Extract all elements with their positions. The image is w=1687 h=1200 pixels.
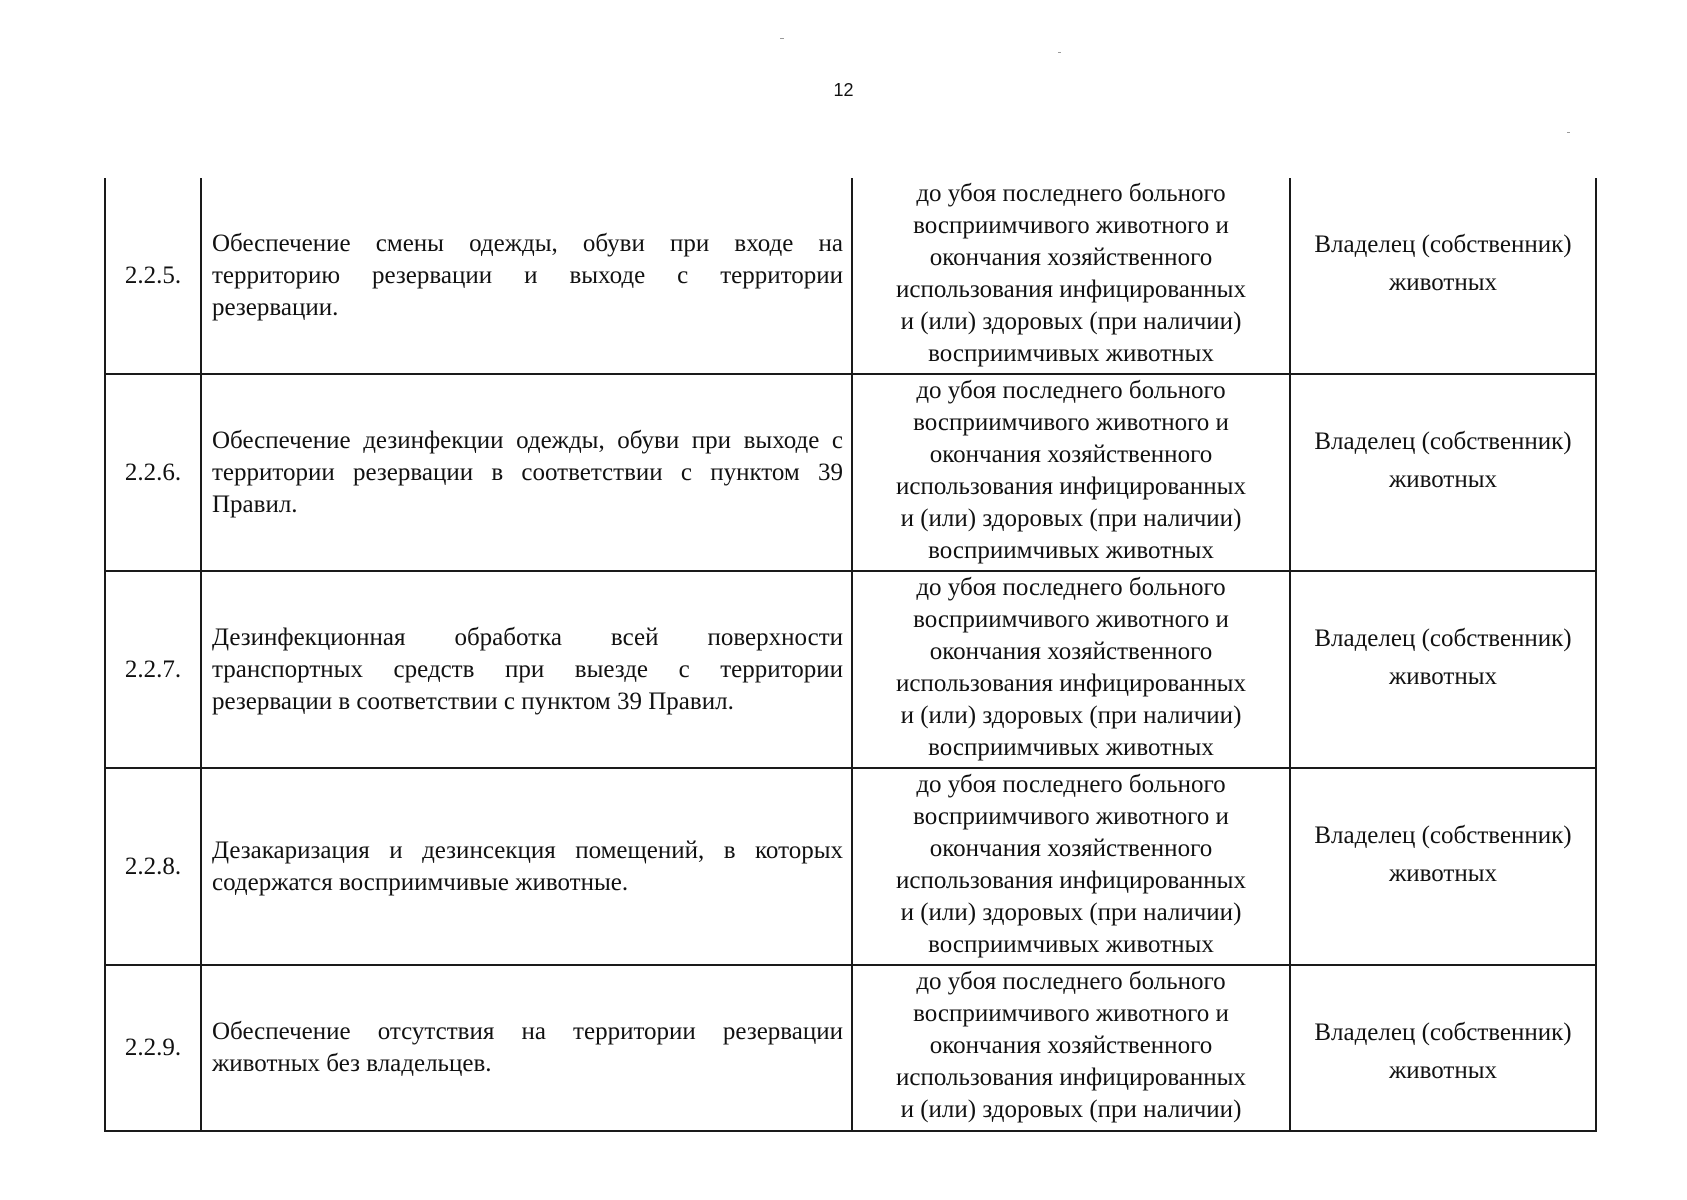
deadline-line: окончания хозяйственного: [929, 244, 1213, 271]
table-row: [105, 178, 1596, 374]
measure-deadline: [852, 374, 1290, 571]
measure-description: Обеспечение смены одежды, обуви при входе на территорию резервации и выходе с территории резервации.: [201, 178, 852, 374]
measure-responsible: [1290, 178, 1596, 374]
responsible-line: Владелец (собственник): [1314, 625, 1572, 652]
responsible-line: Владелец (собственник): [1314, 1019, 1572, 1046]
row-number: 2.2.7.: [105, 571, 201, 768]
responsible-line: животных: [1388, 269, 1498, 296]
deadline-line: и (или) здоровых (при наличии): [900, 308, 1242, 335]
deadline-line: и (или) здоровых (при наличии): [900, 1096, 1242, 1123]
measure-description: Обеспечение отсутствия на территории резервации животных без владельцев.: [201, 965, 852, 1131]
responsible-line: животных: [1388, 466, 1498, 493]
measure-deadline: [852, 178, 1290, 374]
measure-responsible: [1290, 571, 1596, 768]
deadline-line: до убоя последнего больного: [916, 180, 1226, 207]
responsible-line: Владелец (собственник): [1314, 231, 1572, 258]
row-number: 2.2.8.: [105, 768, 201, 965]
deadline-line: восприимчивого животного и: [913, 409, 1229, 436]
deadline-line: использования инфицированных: [896, 867, 1246, 894]
responsible-line: животных: [1388, 663, 1498, 690]
deadline-line: использования инфицированных: [896, 276, 1246, 303]
row-number: 2.2.9.: [105, 965, 201, 1131]
deadline-line: окончания хозяйственного: [929, 638, 1213, 665]
measure-description: Дезинфекционная обработка всей поверхности транспортных средств при выезде с территории резервации в соответствии с пунктом 39 Правил.: [201, 571, 852, 768]
deadline-line: восприимчивых животных: [928, 537, 1214, 564]
deadline-line: восприимчивых животных: [928, 340, 1214, 367]
deadline-line: до убоя последнего больного: [916, 377, 1226, 404]
deadline-line: и (или) здоровых (при наличии): [900, 505, 1242, 532]
measure-deadline: [852, 768, 1290, 965]
measure-deadline: [852, 965, 1290, 1131]
row-number: 2.2.5.: [105, 178, 201, 374]
table-row: [105, 768, 1596, 965]
deadline-line: использования инфицированных: [896, 1064, 1246, 1091]
measure-responsible: [1290, 374, 1596, 571]
responsible-line: животных: [1388, 1057, 1498, 1084]
scan-speck: [1058, 52, 1061, 53]
deadline-line: восприимчивого животного и: [913, 1000, 1229, 1027]
measure-responsible: [1290, 768, 1596, 965]
responsible-line: животных: [1388, 860, 1498, 887]
deadline-line: восприимчивых животных: [928, 734, 1214, 761]
scan-speck: [1567, 132, 1570, 133]
measure-responsible: [1290, 965, 1596, 1131]
table-row: [105, 374, 1596, 571]
measures-table: [104, 178, 1597, 1132]
responsible-line: Владелец (собственник): [1314, 428, 1572, 455]
deadline-line: восприимчивого животного и: [913, 212, 1229, 239]
deadline-line: использования инфицированных: [896, 670, 1246, 697]
deadline-line: до убоя последнего больного: [916, 574, 1226, 601]
table-row: [105, 571, 1596, 768]
deadline-line: восприимчивых животных: [928, 931, 1214, 958]
deadline-line: окончания хозяйственного: [929, 835, 1213, 862]
deadline-line: окончания хозяйственного: [929, 1032, 1213, 1059]
scan-speck: [780, 38, 784, 39]
deadline-line: и (или) здоровых (при наличии): [900, 899, 1242, 926]
measure-description: Обеспечение дезинфекции одежды, обуви при выходе с территории резервации в соответствии с пунктом 39 Правил.: [201, 374, 852, 571]
deadline-line: использования инфицированных: [896, 473, 1246, 500]
measure-description: Дезакаризация и дезинсекция помещений, в которых содержатся восприимчивые животные.: [201, 768, 852, 965]
row-number: 2.2.6.: [105, 374, 201, 571]
deadline-line: до убоя последнего больного: [916, 771, 1226, 798]
deadline-line: и (или) здоровых (при наличии): [900, 702, 1242, 729]
page-number: 12: [833, 80, 854, 100]
deadline-line: окончания хозяйственного: [929, 441, 1213, 468]
deadline-line: восприимчивого животного и: [913, 803, 1229, 830]
deadline-line: до убоя последнего больного: [916, 968, 1226, 995]
deadline-line: восприимчивого животного и: [913, 606, 1229, 633]
table-row: [105, 965, 1596, 1131]
measure-deadline: [852, 571, 1290, 768]
responsible-line: Владелец (собственник): [1314, 822, 1572, 849]
